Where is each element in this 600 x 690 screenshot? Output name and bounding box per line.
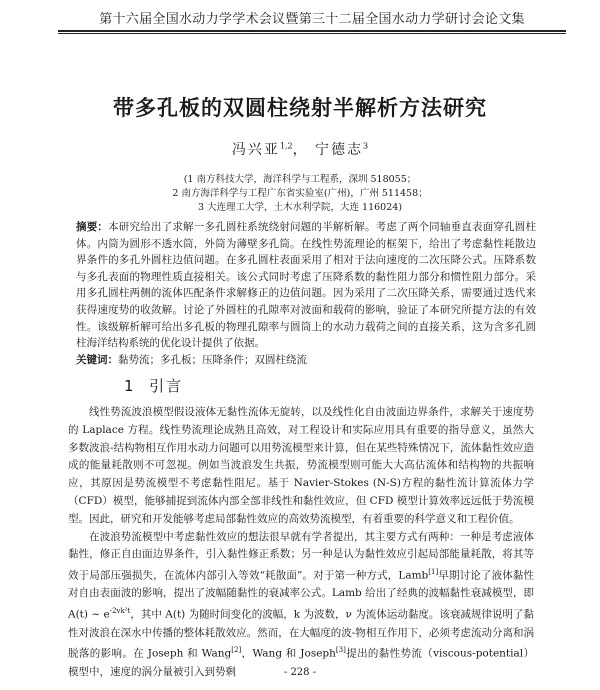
- paragraph: 线性势流波浪模型假设液体无黏性流体无旋转，以及线性化自由波面边界条件，求解关于速度势的 Laplace 方程。线性势流理论成熟且高效，对工程设计和实际应用具有重要的指导意义，虽然大多数波浪-结构物相互作用水动力问题可以用势流模型来计算，但在某些特殊情况下，流体黏性效应造成的能量耗散则不可忽视。例如当波浪发生共振，势流模型则可能大大高估流体和结构物的共振响应，其原因是势流模型不考虑黏性阻尼。基于 Navier-Stokes (N-S)方程的黏性流计算流体力学（CFD）模型，能够捕捉到流体内部全部非线性和黏性效应，但 CFD 模型计算效率远远低于势流模型。因此，研究和开发能够考虑局部黏性效应的高效势流模型，有着重要的科学意义和工程价值。: [68, 406, 534, 525]
- abstract-text: 本研究给出了求解一多孔圆柱系统绕射问题的半解析解。考虑了两个同轴垂直表面穿孔圆柱体。内筒为圆形不透水筒，外筒为薄壁多孔筒。在线性势流理论的框架下，给出了考虑黏性耗散边界条件的多孔外圆柱边值问题。在多孔圆柱表面采用了相对于法向速度的二次压降公式。压降系数与多孔表面的物理性质直接相关。该公式同时考虑了压降系数的黏性阻力部分和惯性阻力部分。采用多孔圆柱两侧的流体匹配条件求解修正的边值问题。因为采用了二次压降关系，需要通过迭代来获得速度势的收敛解。讨论了外圆柱的孔隙率对波面和载荷的影响，验证了本研究所提方法的有效性。该级解析解可给出多孔板的物理孔隙率与圆筒上的水动力载荷之间的直接关系，这为含多孔圆柱海洋结构系统的优化设计提供了依据。: [76, 221, 537, 350]
- section-number: 1: [124, 377, 136, 395]
- header-rule-thin: [58, 33, 566, 34]
- keywords-label: 关键词：: [76, 354, 118, 366]
- body-text: [68, 404, 534, 681]
- text-run: 提出的黏性势流（viscous-potential）模型中，速度的涡分量被引入到势剩: [68, 647, 534, 678]
- page-number: - 228 -: [283, 667, 317, 678]
- abstract-label: 摘要：: [76, 221, 109, 233]
- author-name: 宁德志: [315, 142, 364, 158]
- text-run: ，其中 A(t) 为随时间变化的波幅，k 为波数，ν 为流体运动黏度。该衰减规律说明了黏性对波浪在深水中传播的整体耗散效应。然而，在大幅度的波-物相互作用下，必须考虑流动分离和涡脱落的影响。在 Joseph 和 Wang: [68, 608, 534, 660]
- citation: [2]: [231, 646, 242, 655]
- exponent: -2vk²t: [109, 607, 131, 616]
- citation: [1]: [428, 568, 439, 577]
- author-name: 冯兴亚: [231, 142, 280, 158]
- affiliation-1: (1 南方科技大学，海洋科学与工程系，深圳 518055；: [183, 174, 417, 185]
- text-run: 在波浪势流模型中考虑黏性效应的想法很早就有学者提出，其主要方式有两种：一种是考虑液体黏性，修正自由面边界条件，引入黏性修正系数；另一种是认为黏性效应引起局部能量耗散，将其等效于局部压强损失，在流体内部引入等效“耗散面”。对于第一种方式，Lamb: [68, 530, 534, 582]
- author-affil-mark: 1,2: [279, 141, 293, 151]
- running-header: 第十六届全国水动力学学术会议暨第三十二届全国水动力学研讨会论文集: [99, 12, 525, 27]
- keywords: [76, 352, 536, 367]
- text-run: ，Wang 和 Joseph: [241, 647, 336, 660]
- paper-title: 带多孔板的双圆柱绕射半解析方法研究: [113, 96, 487, 120]
- abstract: [76, 219, 536, 352]
- affiliation-2: 2 南方海洋科学与工程广东省实验室(广州)，广州 511458；: [172, 188, 428, 199]
- section-heading: [124, 375, 183, 396]
- author-affil-mark: 3: [363, 141, 369, 151]
- citation: [3]: [335, 646, 346, 655]
- keywords-text: 黏势流；多孔板；压降条件；双圆柱绕流: [118, 354, 307, 366]
- paragraph: [68, 529, 534, 682]
- header-rule: [58, 30, 566, 32]
- author-line: 冯兴亚$^{1,2}$， 宁德志$^3$: [231, 141, 369, 158]
- text-run: 早期讨论了液体黏性对自由表面波的影响，提出了波幅随黏性的衰减率公式。Lamb 给出了经典的波幅黏性衰减模型，即 A(t) ~ e: [68, 569, 535, 621]
- section-title: 引言: [149, 377, 184, 395]
- affiliation-3: 3 大连理工大学，土木水利学院，大连 116024): [197, 202, 403, 213]
